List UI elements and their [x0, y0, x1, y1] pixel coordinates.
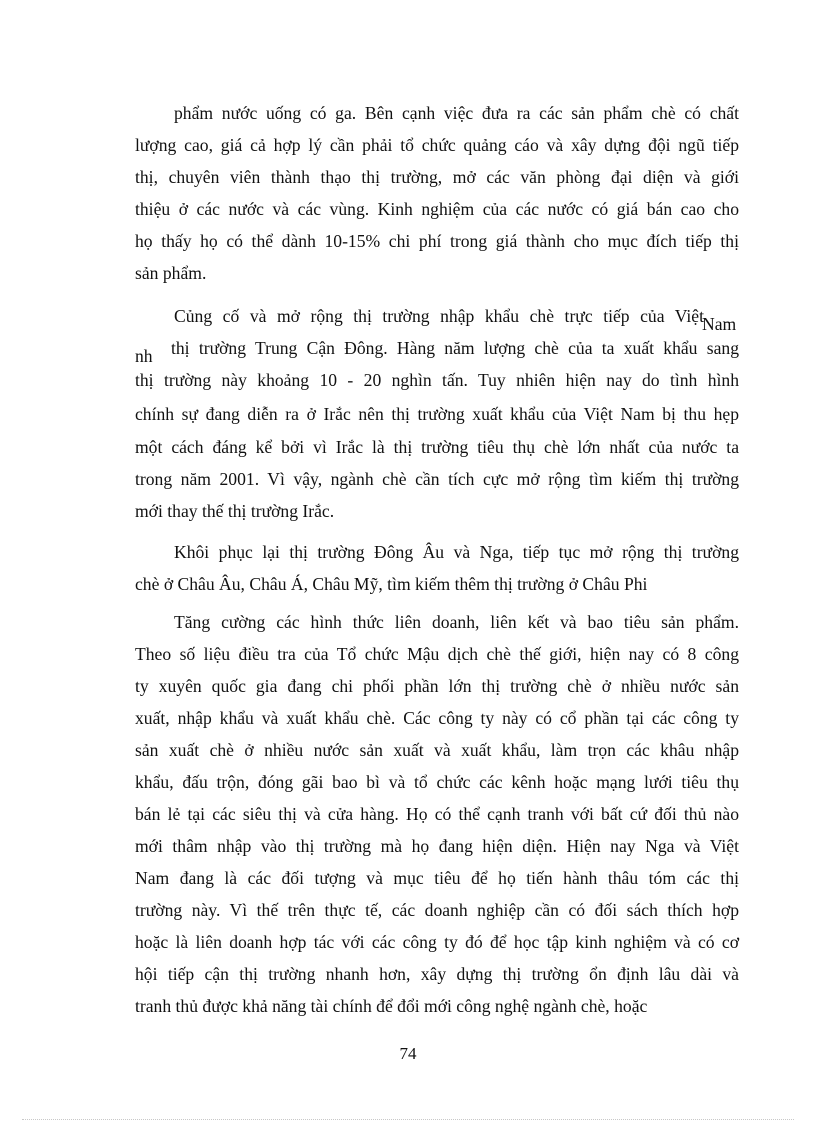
body-line: mới thâm nhập vào thị trường mà họ đang hiện diện. Hiện nay Nga và Việt — [135, 836, 739, 856]
body-line: thị, chuyên viên thành thạo thị trường, mở các văn phòng đại diện và giới — [135, 167, 739, 187]
body-line: mới thay thế thị trường Irắc. — [135, 501, 335, 521]
body-line: Củng cố và mở rộng thị trường nhập khẩu chè trực tiếp của Việt — [174, 306, 704, 326]
body-line: chè ở Châu Âu, Châu Á, Châu Mỹ, tìm kiếm thêm thị trường ở Châu Phi — [135, 574, 648, 594]
body-line: Tăng cường các hình thức liên doanh, liên kết và bao tiêu sản phẩm. — [174, 612, 739, 632]
body-line: hoặc là liên doanh hợp tác với các công ty đó để học tập kinh nghiệm và có cơ — [135, 932, 739, 952]
body-line: ty xuyên quốc gia đang chi phối phần lớn thị trường chè ở nhiều nước sản — [135, 676, 739, 696]
body-line: sản xuất chè ở nhiều nước sản xuất và xuất khẩu, làm trọn các khâu nhập — [135, 740, 739, 760]
body-line: sản phẩm. — [135, 263, 207, 283]
body-line: một cách đáng kể bởi vì Irắc là thị trường tiêu thụ chè lớn nhất của nước ta — [135, 437, 739, 457]
body-line: lượng cao, giá cả hợp lý cần phải tổ chức quảng cáo và xây dựng đội ngũ tiếp — [135, 135, 739, 155]
body-line: chính sự đang diễn ra ở Irắc nên thị trường xuất khẩu của Việt Nam bị thu hẹp — [135, 404, 739, 424]
body-line: khẩu, đấu trộn, đóng gãi bao bì và tổ chức các kênh hoặc mạng lưới tiêu thụ — [135, 772, 739, 792]
body-line: thiệu ở các nước và các vùng. Kinh nghiệm của các nước có giá bán cao cho — [135, 199, 739, 219]
body-line: phẩm nước uống có ga. Bên cạnh việc đưa ra các sản phẩm chè có chất — [174, 103, 739, 123]
body-line: trường này. Vì thế trên thực tế, các doanh nghiệp cần có đối sách thích hợp — [135, 900, 739, 920]
bottom-dotted-rule — [22, 1119, 794, 1120]
body-fragment: nh — [135, 346, 153, 366]
body-line: họ thấy họ có thể dành 10-15% chi phí trong giá thành cho mục đích tiếp thị — [135, 231, 739, 251]
body-line: hội tiếp cận thị trường nhanh hơn, xây dựng thị trường ổn định lâu dài và — [135, 964, 739, 984]
body-line: bán lẻ tại các siêu thị và cửa hàng. Họ có thể cạnh tranh với bất cứ đối thủ nào — [135, 804, 739, 824]
body-line: Khôi phục lại thị trường Đông Âu và Nga, tiếp tục mở rộng thị trường — [174, 542, 739, 562]
body-line: trong năm 2001. Vì vậy, ngành chè cần tích cực mở rộng tìm kiếm thị trường — [135, 469, 739, 489]
body-line: thị trường Trung Cận Đông. Hàng năm lượng chè của ta xuất khẩu sang — [171, 338, 739, 358]
body-fragment: Nam — [702, 314, 737, 334]
body-line: xuất, nhập khẩu và xuất khẩu chè. Các công ty này có cổ phần tại các công ty — [135, 708, 739, 728]
body-line: Theo số liệu điều tra của Tổ chức Mậu dịch chè thế giới, hiện nay có 8 công — [135, 644, 739, 664]
body-line: thị trường này khoảng 10 - 20 nghìn tấn. Tuy nhiên hiện nay do tình hình — [135, 370, 739, 390]
body-line: Nam đang là các đối tượng và mục tiêu để họ tiến hành thâu tóm các thị — [135, 868, 739, 888]
page-number: 74 — [399, 1044, 417, 1063]
body-line: tranh thủ được khả năng tài chính để đổi mới công nghệ ngành chè, hoặc — [135, 996, 648, 1016]
